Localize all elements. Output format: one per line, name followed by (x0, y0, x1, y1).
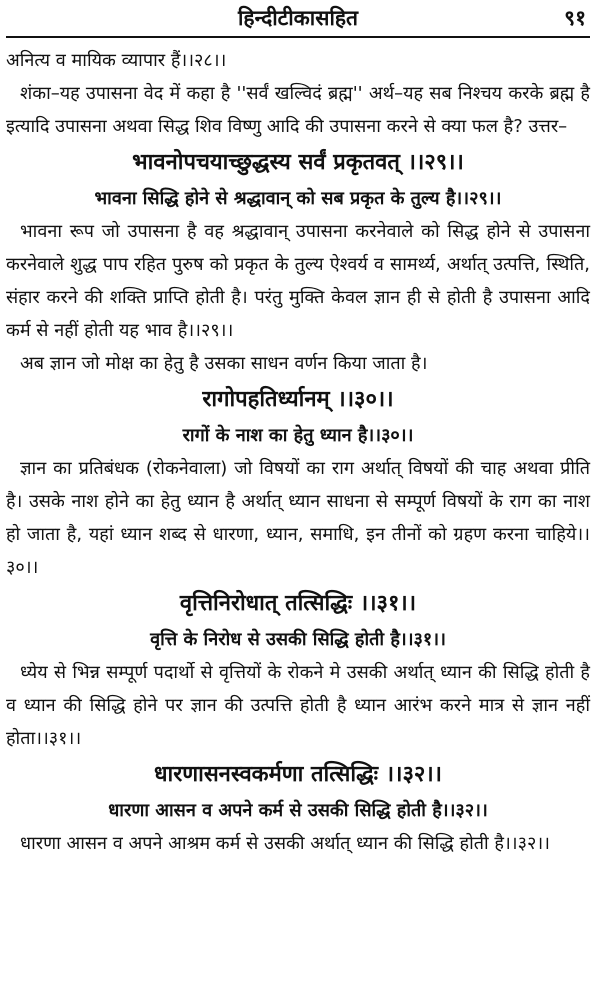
sutra-31: वृत्तिनिरोधात् तत्सिद्धिः ।।३१।। (179, 591, 417, 616)
page-number: ९१ (564, 6, 586, 30)
commentary-30: ज्ञान का प्रतिबंधक (रोकनेवाला) जो विषयों का राग अर्थात् विषयों की चाह अथवा प्रीति है। उसके नाश होने का हेतु ध्यान है अर्थात् ध्यान साधना से सम्पूर्ण विषयों के राग का नाश हो जाता है, यहां ध्यान शब्द से धारणा, ध्यान, समाधि, इन तीनों को ग्रहण करना चाहिये।।३०।। (6, 458, 590, 578)
commentary-29: भावना रूप जो उपासना है वह श्रद्धावान् उपासना करनेवाले को सिद्ध होने से उपासना करनेवाले शुद्ध पाप रहित पुरुष को प्रकृत के तुल्य ऐश्वर्य व सामर्थ्य, अर्थात् उत्पत्ति, स्थिति, संहार करने की शक्ति प्राप्ति होती है। परंतु मुक्ति केवल ज्ञान ही से होती है उपासना आदि कर्म से नहीं होती यह भाव है।।२९।। (6, 221, 590, 341)
sutra-29: भावनोपचयाच्छुद्धस्य सर्वं प्रकृतवत् ।।२९।। (132, 150, 464, 175)
page-body (6, 44, 590, 860)
meaning-30: रागों के नाश का हेतु ध्यान है।।३०।। (182, 425, 414, 446)
meaning-31: वृत्ति के निरोध से उसकी सिद्धि होती है।।३१।। (150, 629, 446, 650)
paragraph-verse-28-end: अनित्य व मायिक व्यापार हैं।।२८।। (6, 50, 227, 71)
meaning-29: भावना सिद्धि होने से श्रद्धावान् को सब प्रकृत के तुल्य है।।२९।। (94, 188, 502, 209)
sutra-30: रागोपहतिर्ध्यानम् ।।३०।। (202, 387, 394, 412)
page-header (6, 0, 590, 38)
meaning-32: धारणा आसन व अपने कर्म से उसकी सिद्धि होती है।।३२।। (108, 800, 488, 821)
commentary-32: धारणा आसन व अपने आश्रम कर्म से उसकी अर्थात् ध्यान की सिद्धि होती है।।३२।। (20, 833, 550, 854)
commentary-31: ध्येय से भिन्न सम्पूर्ण पदार्थो से वृत्तियों के रोकने मे उसकी अर्थात् ध्यान की सिद्धि होती है व ध्यान की सिद्धि होने पर ज्ञान की उत्पत्ति होती है ध्यान आरंभ करने मात्र से ज्ञान नहीं होता।।३१।। (6, 662, 590, 749)
paragraph-transition: अब ज्ञान जो मोक्ष का हेतु है उसका साधन वर्णन किया जाता है। (20, 353, 428, 374)
sutra-32: धारणासनस्वकर्मणा तत्सिद्धिः ।।३२।। (153, 762, 443, 787)
running-title: हिन्दीटीकासहित (237, 6, 358, 30)
paragraph-question: शंका–यह उपासना वेद में कहा है ''सर्वं खल्विदं ब्रह्म'' अर्थ–यह सब निश्चय करके ब्रह्म है इत्यादि उपासना अथवा सिद्ध शिव विष्णु आदि की उपासना करने से क्या फल है? उत्तर– (6, 83, 590, 137)
